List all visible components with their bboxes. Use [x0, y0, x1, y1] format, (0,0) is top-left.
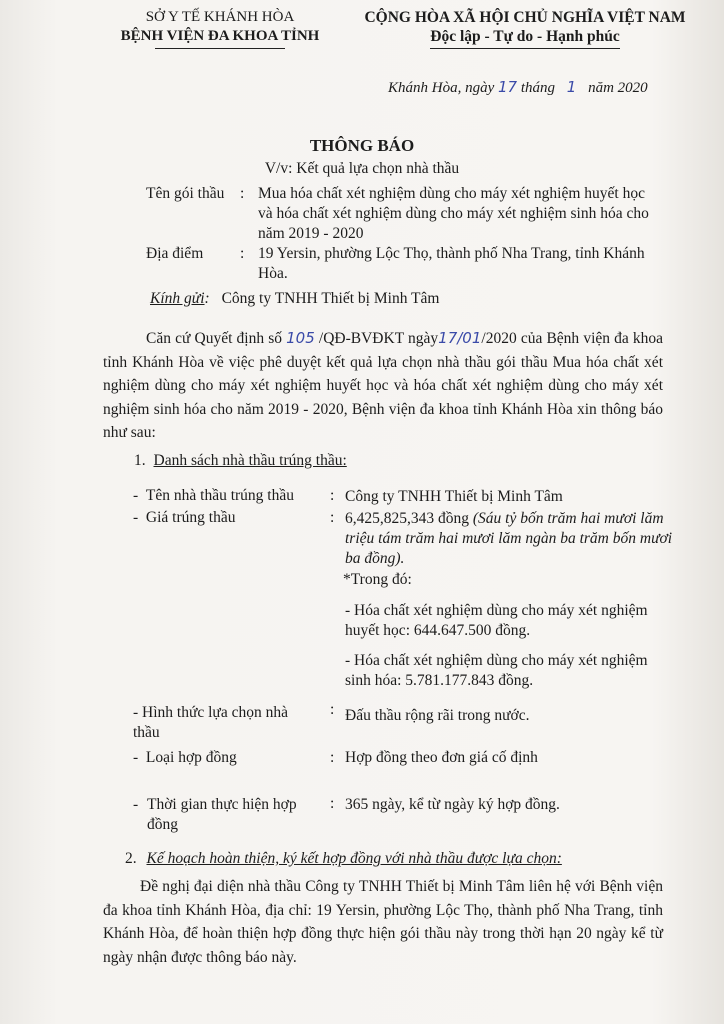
- price-label-row: - Giá trúng thầu: [133, 509, 236, 526]
- price-in-words: (Sáu tỷ bốn trăm hai mươi lăm triệu tám trăm hai mươi lăm ngàn ba trăm bốn mươi ba đồng).: [345, 510, 673, 567]
- decision-number: 105: [286, 329, 315, 347]
- department-name: SỞ Y TẾ KHÁNH HÒA: [145, 9, 295, 25]
- document-subject: V/v: Kết quả lựa chọn nhà thầu: [264, 160, 460, 177]
- contract-label: Loại hợp đồng: [145, 749, 237, 766]
- price-label: Giá trúng thầu: [145, 509, 236, 526]
- breakdown-item-biochemistry: - Hóa chất xét nghiệm dùng cho máy xét nghiệm sinh hóa: 5.781.177.843 đồng.: [345, 652, 648, 689]
- package-name-label: Tên gói thầu: [146, 185, 225, 202]
- date-year: năm 2020: [588, 80, 648, 96]
- intro-paragraph: Căn cứ Quyết định số 105 /QĐ-BVĐKT ngày17/01/2020 của Bệnh viện đa khoa tỉnh Khánh Hòa về việc phê duyệt kết quả lựa chọn nhà thầu gói thầu Mua hóa chất xét nghiệm dùng cho máy xét nghiệm huyết học và hóa chất xét nghiệm dùng cho máy xét nghiệm sinh hóa cho năm 2019 - 2020, Bệnh viện đa khoa tỉnh Khánh Hòa xin thông báo như sau:: [103, 329, 664, 441]
- section-1-title: Danh sách nhà thầu trúng thầu:: [153, 452, 347, 469]
- method-label: - Hình thức lựa chọn nhà thầu: [133, 704, 288, 741]
- location-label: Địa điểm: [146, 245, 204, 262]
- recipient-line: Kính gửi: Công ty TNHH Thiết bị Minh Tâm: [150, 290, 440, 307]
- location-value: 19 Yersin, phường Lộc Thọ, thành phố Nha Trang, tỉnh Khánh Hòa.: [258, 245, 645, 282]
- document-date: [388, 78, 648, 97]
- date-month: 1: [566, 78, 577, 96]
- method-colon: :: [330, 701, 335, 718]
- nation-name: CỘNG HÒA XÃ HỘI CHỦ NGHĨA VIỆT NAM: [364, 9, 686, 26]
- winner-colon: :: [330, 487, 335, 504]
- recipient-value: Công ty TNHH Thiết bị Minh Tâm: [221, 290, 440, 307]
- national-header: [340, 8, 710, 49]
- winner-label: Tên nhà thầu trúng thầu: [145, 487, 294, 504]
- duration-value: 365 ngày, kể từ ngày ký hợp đồng.: [345, 796, 560, 813]
- contract-colon: :: [330, 749, 335, 766]
- duration-colon: :: [330, 795, 335, 812]
- nation-motto: Độc lập - Tự do - Hạnh phúc: [430, 28, 620, 45]
- contract-value: Hợp đồng theo đơn giá cố định: [345, 749, 538, 766]
- price-amount: 6,425,825,343 đồng: [345, 510, 469, 527]
- section-2-number: 2.: [125, 850, 137, 867]
- date-day: 17: [498, 78, 518, 96]
- section-2-heading: [125, 850, 562, 868]
- winner-label-row: - Tên nhà thầu trúng thầu: [133, 487, 294, 504]
- section-2-title: Kế hoạch hoàn thiện, ký kết hợp đồng với nhà thầu được lựa chọn:: [146, 850, 562, 867]
- method-value: Đấu thầu rộng rãi trong nước.: [345, 707, 530, 724]
- section-2-body: Đề nghị đại diện nhà thầu Công ty TNHH Thiết bị Minh Tâm liên hệ với Bệnh viện đa khoa tỉnh Khánh Hòa, địa chỉ: 19 Yersin, phường Lộc Thọ, thành phố Nha Trang, tỉnh Khánh Hòa, để hoàn thiện hợp đồng thực hiện gói thầu này trong thời hạn 20 ngày kể từ ngày nhận được thông báo này.: [103, 878, 663, 966]
- organization-header: [100, 8, 340, 49]
- duration-dash: -: [133, 796, 139, 813]
- price-value: [345, 509, 675, 569]
- recipient-label: Kính gửi: [150, 290, 205, 307]
- section-1-number: 1.: [134, 452, 146, 469]
- duration-label: Thời gian thực hiện hợp đồng: [147, 796, 297, 833]
- section-1-heading: [134, 452, 347, 470]
- header-left-rule: [155, 48, 285, 49]
- hospital-name: BỆNH VIỆN ĐA KHOA TỈNH: [120, 28, 320, 44]
- breakdown-intro: *Trong đó:: [343, 571, 412, 588]
- breakdown-item-hematology: - Hóa chất xét nghiệm dùng cho máy xét nghiệm huyết học: 644.647.500 đồng.: [345, 602, 648, 639]
- date-month-label: tháng: [520, 80, 556, 96]
- price-colon: :: [330, 509, 335, 526]
- package-name-colon: :: [240, 185, 245, 202]
- contract-label-row: - Loại hợp đồng: [133, 749, 237, 766]
- winner-value: Công ty TNHH Thiết bị Minh Tâm: [345, 488, 563, 505]
- header-right-rule: [430, 48, 620, 49]
- package-name-value: Mua hóa chất xét nghiệm dùng cho máy xét nghiệm huyết học và hóa chất xét nghiệm dùng cho máy xét nghiệm sinh hóa cho năm 2019 - 2020: [258, 185, 649, 242]
- date-prefix: Khánh Hòa, ngày: [388, 80, 495, 96]
- location-colon: :: [240, 245, 245, 262]
- decision-date: 17/01: [438, 329, 482, 347]
- document-title: THÔNG BÁO: [309, 136, 415, 155]
